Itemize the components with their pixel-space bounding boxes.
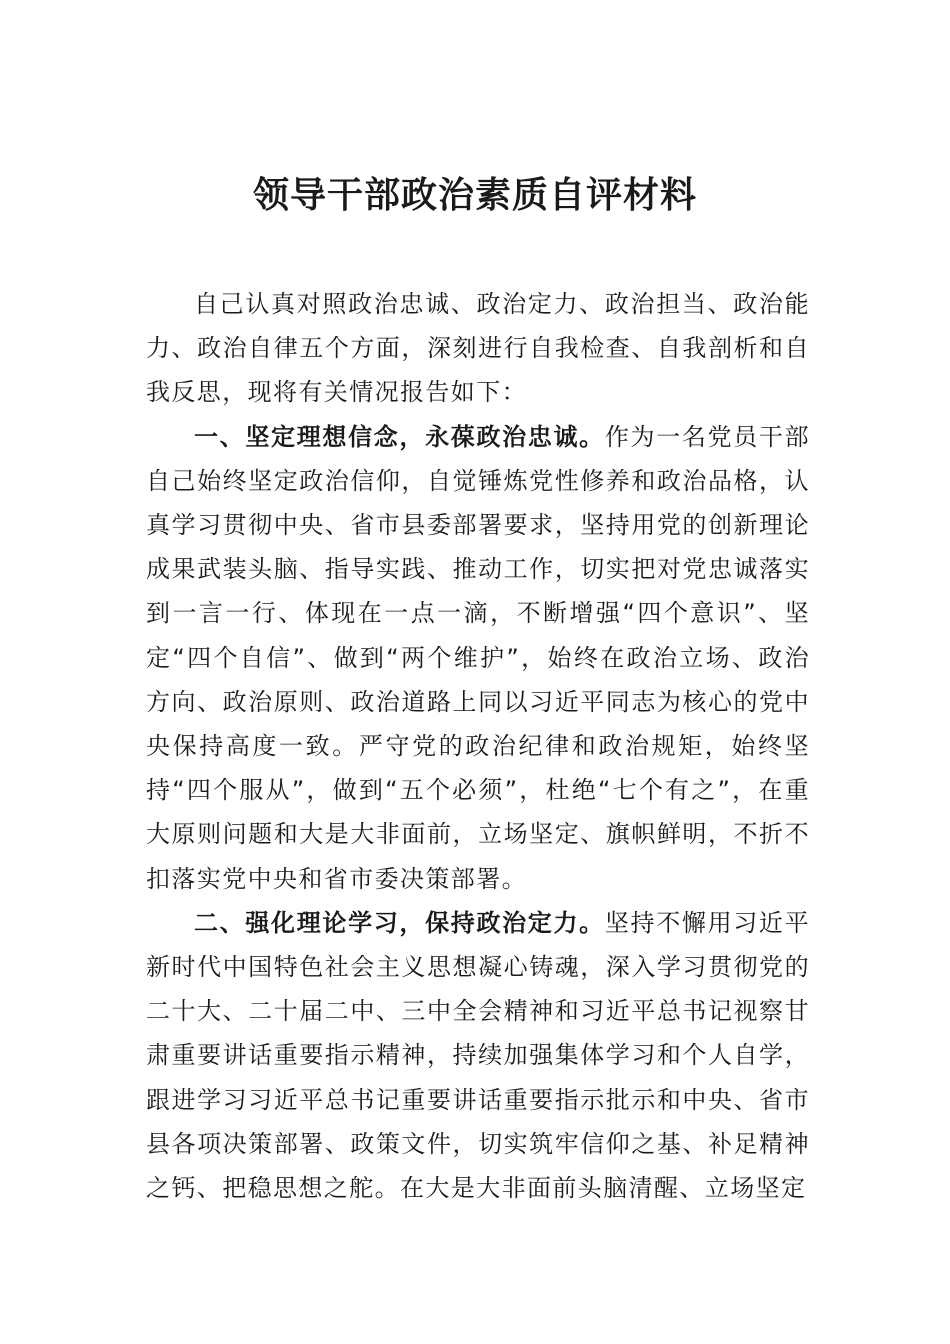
document-body <box>146 282 810 1210</box>
section-heading-2: 二、强化理论学习，保持政治定力。 <box>194 908 605 937</box>
section-body-1: 作为一名党员干部自己始终坚定政治信仰，自觉锤炼党性修养和政治品格，认真学习贯彻中央、省市县委部署要求，坚持用党的创新理论成果武装头脑、指导实践、推动工作，切实把对党忠诚落实到一言一行、体现在一点一滴，不断增强“四个意识”、坚定“四个自信”、做到“两个维护”，始终在政治立场、政治方向、政治原则、政治道路上同以习近平同志为核心的党中央保持高度一致。严守党的政治纪律和政治规矩，始终坚持“四个服从”，做到“五个必须”，杜绝“七个有之”，在重大原则问题和大是大非面前，立场坚定、旗帜鲜明，不折不扣落实党中央和省市委决策部署。 <box>146 422 811 893</box>
document-title: 领导干部政治素质自评材料 <box>252 174 697 216</box>
section-paragraph-2 <box>146 901 810 1210</box>
section-paragraph-1 <box>146 415 810 901</box>
section-body-2: 坚持不懈用习近平新时代中国特色社会主义思想凝心铸魂，深入学习贯彻党的二十大、二十届二中、三中全会精神和习近平总书记视察甘肃重要讲话重要指示精神，持续加强集体学习和个人自学，跟进学习习近平总书记重要讲话重要指示批示和中央、省市县各项决策部署、政策文件，切实筑牢信仰之基、补足精神之钙、把稳思想之舵。在大是大非面前头脑清醒、立场坚定 <box>146 908 811 1203</box>
section-heading-1: 一、坚定理想信念，永葆政治忠诚。 <box>194 422 605 451</box>
intro-paragraph: 自己认真对照政治忠诚、政治定力、政治担当、政治能力、政治自律五个方面，深刻进行自我检查、自我剖析和自我反思，现将有关情况报告如下： <box>146 290 810 407</box>
